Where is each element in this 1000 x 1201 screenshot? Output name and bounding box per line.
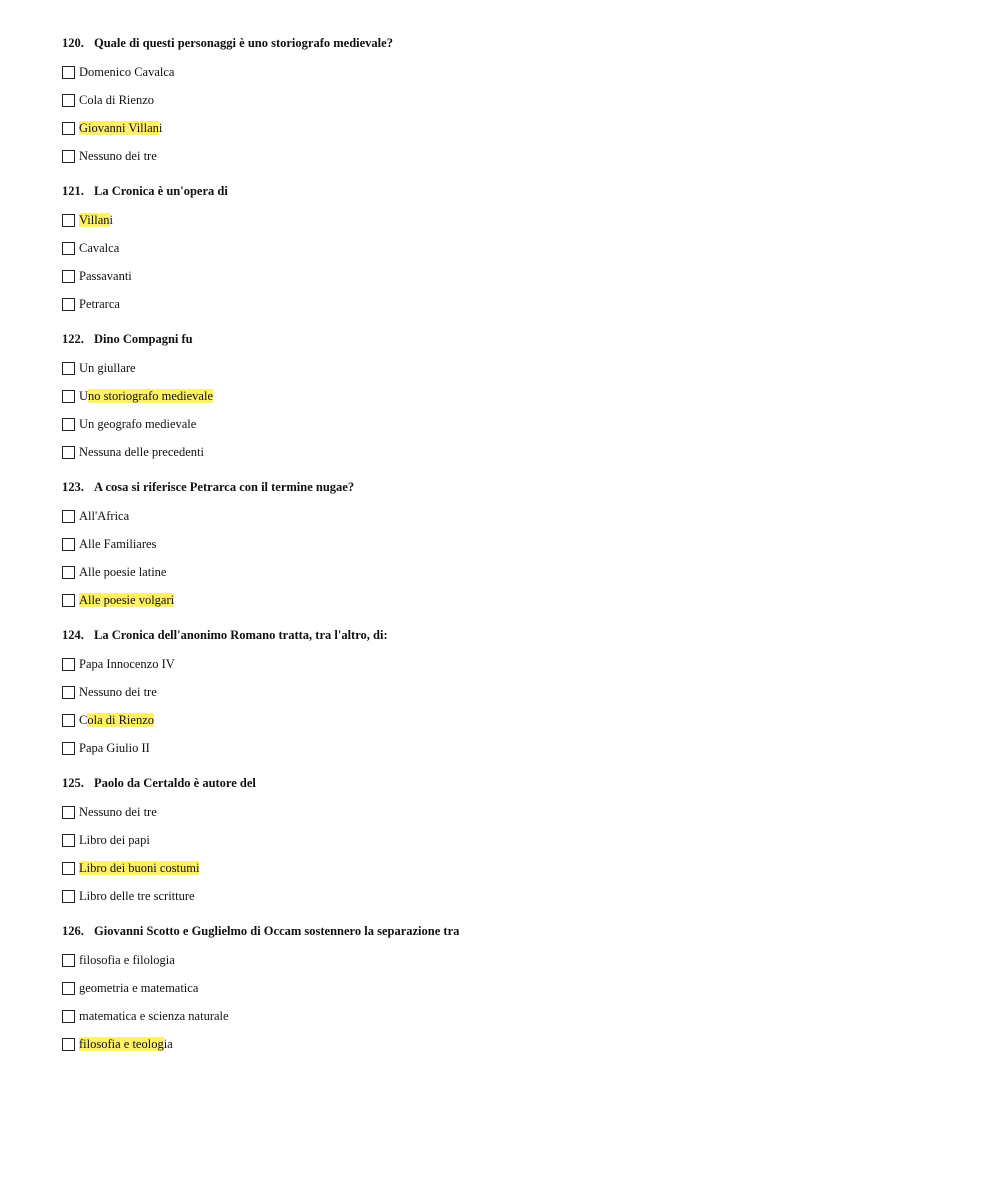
- option-text-highlight: filosofia e teolog: [79, 1037, 164, 1051]
- option-item: [62, 438, 962, 466]
- option-item: [62, 798, 962, 826]
- option-label: [79, 832, 150, 848]
- question-title: [62, 921, 962, 941]
- question-title: [62, 773, 962, 793]
- option-text-post: Alle Familiares: [79, 537, 157, 551]
- option-text-highlight: Villan: [79, 213, 110, 227]
- checkbox-icon[interactable]: [62, 150, 75, 163]
- checkbox-icon[interactable]: [62, 686, 75, 699]
- option-label: [79, 860, 199, 876]
- option-label: [79, 360, 136, 376]
- option-item: [62, 734, 962, 762]
- option-text-post: Nessuno dei tre: [79, 805, 157, 819]
- question-122: [62, 329, 962, 466]
- option-item: [62, 650, 962, 678]
- option-text-post: Libro delle tre scritture: [79, 889, 195, 903]
- option-text-post: Nessuno dei tre: [79, 149, 157, 163]
- option-item: [62, 586, 962, 614]
- option-item: [62, 946, 962, 974]
- option-item: [62, 206, 962, 234]
- option-label: [79, 740, 150, 756]
- option-item: [62, 142, 962, 170]
- option-text-post: i: [158, 121, 163, 135]
- option-text-post: ia: [163, 1037, 173, 1051]
- question-number: 126.: [62, 924, 84, 938]
- option-label: [79, 712, 154, 728]
- checkbox-icon[interactable]: [62, 806, 75, 819]
- question-125: [62, 773, 962, 910]
- question-120: [62, 33, 962, 170]
- option-list: [62, 354, 962, 466]
- checkbox-icon[interactable]: [62, 270, 75, 283]
- option-text-post: Cavalca: [79, 241, 120, 255]
- checkbox-icon[interactable]: [62, 362, 75, 375]
- option-text-post: geometria e matematica: [79, 981, 199, 995]
- option-text-post: Un giullare: [79, 361, 136, 375]
- option-label: [79, 952, 175, 968]
- checkbox-icon[interactable]: [62, 418, 75, 431]
- checkbox-icon[interactable]: [62, 298, 75, 311]
- question-title: [62, 625, 962, 645]
- question-number: 120.: [62, 36, 84, 50]
- option-label: [79, 564, 166, 580]
- question-title: [62, 477, 962, 497]
- checkbox-icon[interactable]: [62, 242, 75, 255]
- question-number: 123.: [62, 480, 84, 494]
- checkbox-icon[interactable]: [62, 1010, 75, 1023]
- question-124: [62, 625, 962, 762]
- option-label: [79, 92, 154, 108]
- option-text-post: Un geografo medievale: [79, 417, 197, 431]
- option-label: [79, 268, 132, 284]
- option-label: [79, 444, 204, 460]
- question-text: Quale di questi personaggi è uno storiografo medievale?: [94, 36, 393, 50]
- option-item: [62, 114, 962, 142]
- question-text: La Cronica dell'anonimo Romano tratta, tra l'altro, di:: [94, 628, 388, 642]
- option-text-post: Libro dei papi: [79, 833, 150, 847]
- question-text: Paolo da Certaldo è autore del: [94, 776, 256, 790]
- question-126: [62, 921, 962, 1058]
- checkbox-icon[interactable]: [62, 566, 75, 579]
- option-label: [79, 536, 156, 552]
- option-label: [79, 64, 174, 80]
- option-label: [79, 980, 198, 996]
- checkbox-icon[interactable]: [62, 834, 75, 847]
- question-121: [62, 181, 962, 318]
- option-text-post: Nessuna delle precedenti: [79, 445, 204, 459]
- option-label: [79, 508, 129, 524]
- checkbox-icon[interactable]: [62, 742, 75, 755]
- option-label: [79, 212, 113, 228]
- checkbox-icon[interactable]: [62, 66, 75, 79]
- checkbox-icon[interactable]: [62, 862, 75, 875]
- option-text-highlight: Alle poesie volgari: [79, 593, 175, 607]
- option-label: [79, 388, 213, 404]
- option-label: [79, 120, 162, 136]
- question-number: 124.: [62, 628, 84, 642]
- checkbox-icon[interactable]: [62, 594, 75, 607]
- option-item: [62, 974, 962, 1002]
- option-item: [62, 502, 962, 530]
- option-text-post: matematica e scienza naturale: [79, 1009, 229, 1023]
- question-number: 122.: [62, 332, 84, 346]
- checkbox-icon[interactable]: [62, 954, 75, 967]
- option-item: [62, 882, 962, 910]
- option-item: [62, 854, 962, 882]
- question-title: [62, 33, 962, 53]
- checkbox-icon[interactable]: [62, 390, 75, 403]
- option-label: [79, 684, 157, 700]
- option-item: [62, 86, 962, 114]
- question-123: [62, 477, 962, 614]
- checkbox-icon[interactable]: [62, 94, 75, 107]
- option-text-highlight: no storiografo medievale: [88, 389, 213, 403]
- option-label: [79, 148, 157, 164]
- option-label: [79, 656, 175, 672]
- option-text-pre: U: [79, 389, 89, 403]
- option-text-post: All'Africa: [79, 509, 130, 523]
- option-item: [62, 1030, 962, 1058]
- option-item: [62, 558, 962, 586]
- option-label: [79, 416, 196, 432]
- quiz-document: [62, 33, 962, 1058]
- option-item: [62, 530, 962, 558]
- option-label: [79, 1036, 173, 1052]
- option-item: [62, 58, 962, 86]
- option-list: [62, 946, 962, 1058]
- question-title: [62, 181, 962, 201]
- option-list: [62, 502, 962, 614]
- option-text-pre: C: [79, 713, 88, 727]
- option-item: [62, 410, 962, 438]
- option-text-post: filosofia e filologia: [79, 953, 175, 967]
- option-text-highlight: Libro dei buoni costumi: [79, 861, 200, 875]
- question-text: Giovanni Scotto e Guglielmo di Occam sostennero la separazione tra: [94, 924, 460, 938]
- checkbox-icon[interactable]: [62, 510, 75, 523]
- option-list: [62, 650, 962, 762]
- checkbox-icon[interactable]: [62, 658, 75, 671]
- option-item: [62, 1002, 962, 1030]
- checkbox-icon[interactable]: [62, 214, 75, 227]
- option-label: [79, 1008, 229, 1024]
- question-text: A cosa si riferisce Petrarca con il termine nugae?: [94, 480, 355, 494]
- option-item: [62, 262, 962, 290]
- option-label: [79, 296, 120, 312]
- option-text-highlight: ola di Rienzo: [87, 713, 154, 727]
- option-item: [62, 234, 962, 262]
- option-text-post: Domenico Cavalca: [79, 65, 175, 79]
- checkbox-icon[interactable]: [62, 890, 75, 903]
- question-text: La Cronica è un'opera di: [94, 184, 228, 198]
- option-text-post: Papa Innocenzo IV: [79, 657, 175, 671]
- option-text-post: Cola di Rienzo: [79, 93, 154, 107]
- checkbox-icon[interactable]: [62, 1038, 75, 1051]
- option-item: [62, 678, 962, 706]
- checkbox-icon[interactable]: [62, 714, 75, 727]
- option-item: [62, 826, 962, 854]
- option-label: [79, 804, 157, 820]
- checkbox-icon[interactable]: [62, 982, 75, 995]
- option-label: [79, 592, 174, 608]
- question-title: [62, 329, 962, 349]
- option-item: [62, 706, 962, 734]
- option-text-post: i: [109, 213, 113, 227]
- option-label: [79, 240, 119, 256]
- option-list: [62, 798, 962, 910]
- checkbox-icon[interactable]: [62, 538, 75, 551]
- question-number: 121.: [62, 184, 84, 198]
- option-text-post: Nessuno dei tre: [79, 685, 157, 699]
- option-item: [62, 354, 962, 382]
- checkbox-icon[interactable]: [62, 122, 75, 135]
- option-text-highlight: Giovanni Villan: [79, 121, 159, 135]
- option-text-post: Petrarca: [79, 297, 120, 311]
- checkbox-icon[interactable]: [62, 446, 75, 459]
- option-list: [62, 206, 962, 318]
- question-number: 125.: [62, 776, 84, 790]
- question-text: Dino Compagni fu: [94, 332, 193, 346]
- option-text-post: Alle poesie latine: [79, 565, 167, 579]
- option-list: [62, 58, 962, 170]
- option-item: [62, 290, 962, 318]
- option-label: [79, 888, 195, 904]
- option-item: [62, 382, 962, 410]
- option-text-post: Passavanti: [79, 269, 132, 283]
- option-text-post: Papa Giulio II: [79, 741, 150, 755]
